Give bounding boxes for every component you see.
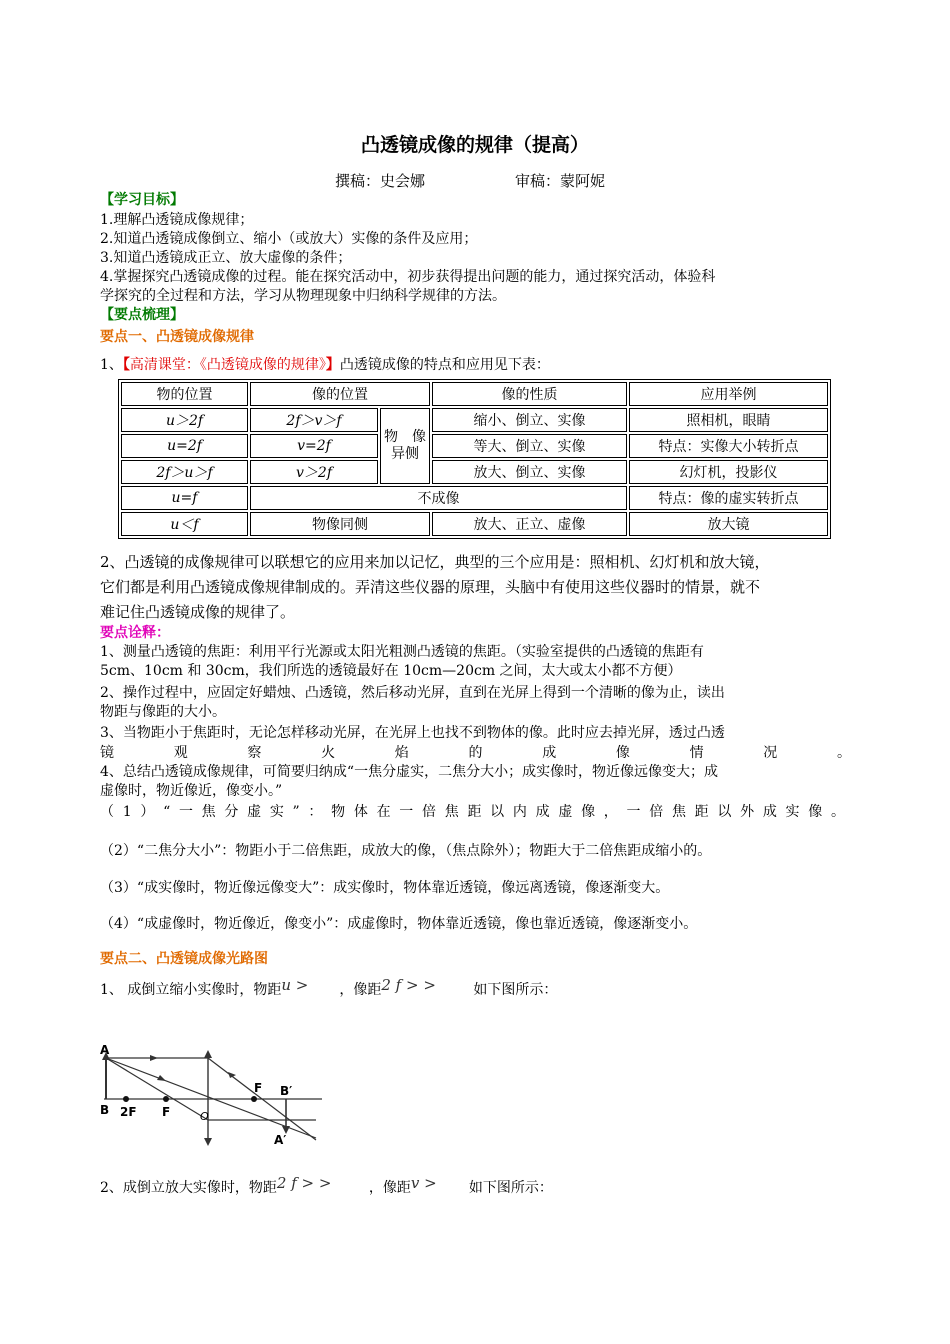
case1-line: 1、 成倒立缩小实像时，物距u > ，像距2 f > > 如下图所示：	[100, 976, 558, 998]
lecture-link[interactable]: 高清课堂：《凸透镜成像的规律》	[129, 357, 326, 373]
label-a: A	[100, 1043, 110, 1057]
explain-line: 5cm、10cm 和 30cm，我们所选的透镜最好在 10cm—20cm 之间，太大或太小都不方便）	[100, 663, 682, 679]
table-row	[121, 408, 828, 432]
label-f-right: F	[254, 1081, 263, 1095]
author-line	[335, 170, 605, 191]
label-o: O	[200, 1110, 209, 1123]
label-f-left: F	[162, 1105, 171, 1119]
goal-item: 学探究的全过程和方法，学习从物理现象中归纳科学规律的方法。	[100, 288, 506, 304]
object-position: u=2f	[121, 434, 248, 458]
ray-arrow	[150, 1055, 158, 1061]
explain-line: 虚像时，物近像近，像变小。”	[100, 783, 283, 799]
application: 照相机，眼睛	[629, 408, 828, 432]
application: 幻灯机，投影仪	[629, 460, 828, 484]
explain-line: （1）“一焦分虚实”：物体在一倍焦距以内成虚像，一倍焦距以外成实像。	[100, 804, 845, 820]
explain-line: 2、操作过程中，应固定好蜡烛、凸透镜，然后移动光屏，直到在光屏上得到一个清晰的像为止，读出	[100, 685, 725, 701]
ray-arrow	[228, 1072, 236, 1078]
application: 放大镜	[629, 512, 828, 536]
header-cell: 像的性质	[432, 382, 627, 406]
object-position: 2f＞u＞f	[121, 460, 248, 484]
table-row	[121, 460, 828, 484]
image-nature: 放大、倒立、实像	[432, 460, 627, 484]
ray-arrow	[157, 1075, 166, 1081]
ray-diagram	[96, 1040, 326, 1155]
image-nature: 放大、正立、虚像	[432, 512, 627, 536]
explain-line: 1、测量凸透镜的焦距：利用平行光源或太阳光粗测凸透镜的焦距。（实验室提供的凸透镜的焦距有	[100, 644, 704, 660]
explain-line: （2）“二焦分大小”：物距小于二倍焦距，成放大的像，（焦点除外）；物距大于二倍焦距成缩小的。	[100, 843, 712, 859]
label-b: B	[100, 1103, 110, 1117]
table-row	[121, 486, 828, 510]
object-position: u=f	[121, 486, 248, 510]
goal-item: 2.知道凸透镜成像倒立、缩小（或放大）实像的条件及应用；	[100, 231, 478, 247]
label-a-prime: A′	[274, 1133, 287, 1147]
para-line: 它们都是利用凸透镜成像规律制成的。弄清这些仪器的原理，头脑中有使用这些仪器时的情景，就不	[100, 578, 761, 596]
summary-heading: 【要点梳理】	[100, 307, 184, 323]
header-cell: 物的位置	[121, 382, 248, 406]
image-nature: 缩小、倒立、实像	[432, 408, 627, 432]
explain-line: 4、总结凸透镜成像规律，可简要归纳成“一焦分虚实，二焦分大小；成实像时，物近像远像变大；成	[100, 764, 719, 780]
page-title: 凸透镜成像的规律（提高）	[360, 134, 589, 156]
label-b-prime: B′	[280, 1084, 293, 1098]
image-position: v=2f	[250, 434, 378, 458]
explain-line: 镜观察火焰的成像情况。	[100, 745, 852, 761]
writer: 撰稿：史会娜	[335, 172, 426, 190]
goal-item: 1.理解凸透镜成像规律；	[100, 212, 254, 228]
image-position: 2f＞v＞f	[250, 408, 378, 432]
lens-bottom-arrow	[204, 1138, 212, 1146]
reviewer: 审稿：蒙阿妮	[515, 172, 606, 190]
explain-line: 物距与像距的大小。	[100, 704, 226, 720]
image-position: v＞2f	[250, 460, 378, 484]
2f-point	[123, 1096, 129, 1102]
header-cell: 应用举例	[629, 382, 828, 406]
table-header-row	[121, 382, 828, 406]
no-image-cell: 不成像	[250, 486, 627, 510]
explain-line: （4）“成虚像时，物近像近，像变小”：成虚像时，物体靠近透镜，像也靠近透镜，像逐渐变小。	[100, 916, 698, 932]
explain-line: （3）“成实像时，物近像远像变大”：成实像时，物体靠近透镜，像远离透镜，像逐渐变大。	[100, 880, 670, 896]
side-label: 物 像异侧	[380, 408, 430, 484]
goal-item: 4.掌握探究凸透镜成像的过程。能在探究活动中，初步获得提出问题的能力，通过探究活动，体验科	[100, 269, 716, 285]
image-position: 物像同侧	[250, 512, 430, 536]
lens-imaging-table	[118, 379, 831, 539]
goal-item: 3.知道凸透镜成正立、放大虚像的条件；	[100, 250, 352, 266]
application: 特点：实像大小转折点	[629, 434, 828, 458]
para-line: 难记住凸透镜成像的规律了。	[100, 603, 296, 621]
f-point-right	[251, 1096, 257, 1102]
f-point-left	[163, 1096, 169, 1102]
application: 特点：像的虚实转折点	[629, 486, 828, 510]
object-position: u＜f	[121, 512, 248, 536]
table-row	[121, 512, 828, 536]
point1-heading: 要点一、凸透镜成像规律	[100, 329, 254, 345]
label-2f: 2F	[120, 1105, 137, 1119]
case2-line: 2、成倒立放大实像时，物距2 f > > ，像距v > 如下图所示：	[100, 1174, 553, 1196]
table-row	[121, 434, 828, 458]
object-position: u＞2f	[121, 408, 248, 432]
header-cell: 像的位置	[250, 382, 430, 406]
lens-top-arrow	[204, 1050, 212, 1058]
image-nature: 等大、倒立、实像	[432, 434, 627, 458]
goals-heading: 【学习目标】	[100, 192, 184, 208]
point2-heading: 要点二、凸透镜成像光路图	[100, 951, 268, 967]
explain-line: 3、当物距小于焦距时，无论怎样移动光屏，在光屏上也找不到物体的像。此时应去掉光屏，透过凸透	[100, 725, 725, 741]
para-line: 2、凸透镜的成像规律可以联想它的应用来加以记忆，典型的三个应用是：照相机、幻灯机和放大镜，	[100, 553, 770, 571]
explain-heading: 要点诠释：	[100, 625, 170, 641]
point1-intro: 1、【高清课堂：《凸透镜成像的规律》】凸透镜成像的特点和应用见下表：	[100, 357, 550, 373]
